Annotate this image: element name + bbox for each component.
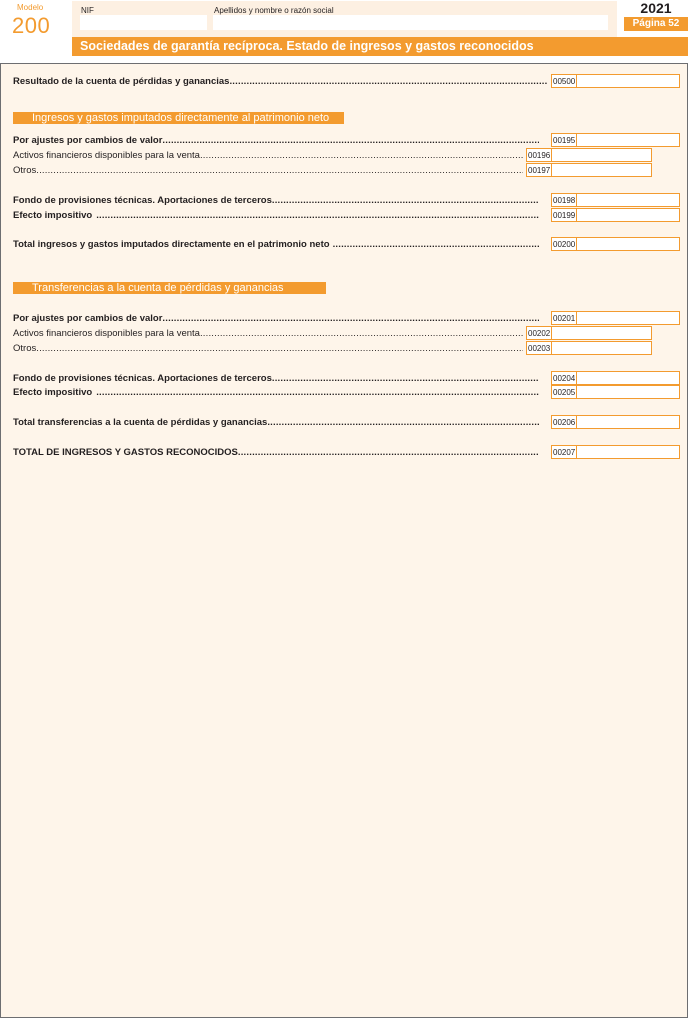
value-field-00197[interactable] [551, 163, 652, 177]
field-code: 00500 [553, 77, 576, 86]
field-code: 00196 [528, 151, 551, 160]
form-row [13, 75, 548, 89]
modelo-label: Modelo [17, 3, 44, 12]
value-field-00200[interactable] [576, 237, 680, 251]
form-row [13, 134, 539, 148]
nif-field[interactable] [80, 15, 207, 30]
value-field-00199[interactable] [576, 208, 680, 222]
field-code: 00202 [528, 329, 551, 338]
field-code: 00207 [553, 448, 576, 457]
value-field-00207[interactable] [576, 445, 680, 459]
form-row [13, 342, 523, 356]
form-row [13, 209, 539, 223]
row-label: Activos financieros disponibles para la venta [13, 328, 200, 339]
value-field-00201[interactable] [576, 311, 680, 325]
value-field-00500[interactable] [576, 74, 680, 88]
value-field-00202[interactable] [551, 326, 652, 340]
value-field-00196[interactable] [551, 148, 652, 162]
field-code: 00204 [553, 374, 576, 383]
field-code: 00195 [553, 136, 576, 145]
value-field-00206[interactable] [576, 415, 680, 429]
row-label: Otros [13, 165, 37, 176]
field-code: 00199 [553, 211, 576, 220]
row-label: Resultado de la cuenta de pérdidas y ganancias [13, 76, 230, 87]
form-row [13, 416, 539, 430]
value-field-00204[interactable] [576, 371, 680, 385]
row-label: Fondo de provisiones técnicas. Aportaciones de terceros [13, 373, 272, 384]
row-label: Otros [13, 343, 37, 354]
field-code: 00197 [528, 166, 551, 175]
field-code: 00201 [553, 314, 576, 323]
row-label: TOTAL DE INGRESOS Y GASTOS RECONOCIDOS [13, 447, 238, 458]
form-row [13, 386, 539, 400]
row-label: Por ajustes por cambios de valor [13, 313, 163, 324]
row-label: Efecto impositivo [13, 387, 93, 398]
form-row [13, 327, 523, 341]
name-field[interactable] [213, 15, 608, 30]
row-label: Total ingresos y gastos imputados directamente en el patrimonio neto [13, 239, 330, 250]
value-field-00198[interactable] [576, 193, 680, 207]
value-field-00205[interactable] [576, 385, 680, 399]
value-field-00195[interactable] [576, 133, 680, 147]
field-code: 00203 [528, 344, 551, 353]
nif-label: NIF [81, 6, 94, 15]
name-label: Apellidos y nombre o razón social [214, 6, 334, 15]
value-field-00203[interactable] [551, 341, 652, 355]
row-label: Fondo de provisiones técnicas. Aportaciones de terceros [13, 195, 272, 206]
field-code: 00200 [553, 240, 576, 249]
section-header: Ingresos y gastos imputados directamente al patrimonio neto [13, 112, 344, 124]
row-label: Activos financieros disponibles para la venta [13, 150, 200, 161]
field-code: 00206 [553, 418, 576, 427]
row-label: Total transferencias a la cuenta de pérdidas y ganancias [13, 417, 268, 428]
modelo-number: 200 [12, 13, 51, 38]
year-label: 2021 [640, 0, 672, 16]
form-row [13, 446, 539, 460]
page-title: Sociedades de garantía recíproca. Estado de ingresos y gastos reconocidos [72, 37, 688, 56]
form-row [13, 312, 539, 326]
form-row [13, 238, 539, 252]
row-label: Por ajustes por cambios de valor [13, 135, 163, 146]
form-row [13, 194, 539, 208]
form-row [13, 164, 523, 178]
form-row [13, 372, 539, 386]
page-number: Página 52 [624, 17, 688, 31]
section-header: Transferencias a la cuenta de pérdidas y ganancias [13, 282, 326, 294]
field-code: 00205 [553, 388, 576, 397]
form-row [13, 149, 523, 163]
row-label: Efecto impositivo [13, 210, 93, 221]
field-code: 00198 [553, 196, 576, 205]
